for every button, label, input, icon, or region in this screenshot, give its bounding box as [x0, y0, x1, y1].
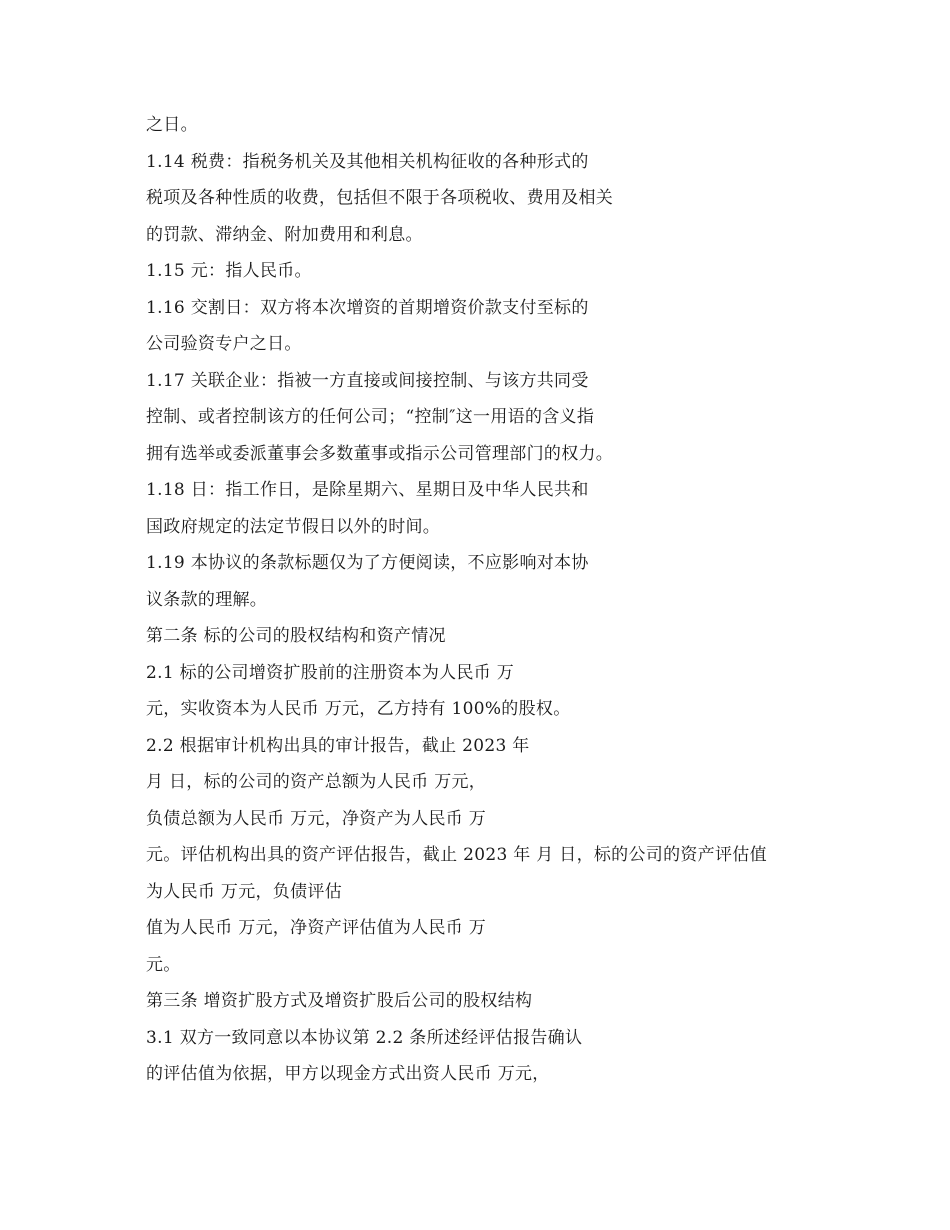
text-line: 之日。	[146, 115, 198, 135]
clause-1-16-line-1: 1.16 交割日：双方将本次增资的首期增资价款支付至标的	[146, 297, 589, 318]
clause-1-18-line-1: 1.18 日：指工作日，是除星期六、星期日及中华人民共和	[146, 480, 589, 500]
clause-1-17-line-3: 拥有选举或委派董事会多数董事或指示公司管理部门的权力。	[146, 443, 614, 464]
clause-2-2-line-4: 元。评估机构出具的资产评估报告，截止 2023 年 月 日，标的公司的资产评估值	[146, 845, 767, 865]
clause-1-16-line-2: 公司验资专户之日。	[146, 334, 302, 354]
clause-1-18-line-2: 国政府规定的法定节假日以外的时间。	[146, 516, 441, 537]
clause-1-17-line-1: 1.17 关联企业：指被一方直接或间接控制、与该方共同受	[146, 370, 589, 391]
article-3-heading: 第三条 增资扩股方式及增资扩股后公司的股权结构	[146, 991, 533, 1011]
document-body	[146, 115, 826, 1101]
clause-1-14-line-3: 的罚款、滞纳金、附加费用和利息。	[146, 224, 423, 245]
clause-2-2-line-7: 元。	[146, 954, 181, 975]
clause-1-14-line-2: 税项及各种性质的收费，包括但不限于各项税收、费用及相关	[146, 188, 614, 208]
clause-2-2-line-6: 值为人民币 万元，净资产评估值为人民币 万	[146, 918, 487, 938]
clause-3-1-line-2: 的评估值为依据，甲方以现金方式出资人民币 万元，	[146, 1064, 550, 1084]
clause-2-2-line-2: 月 日，标的公司的资产总额为人民币 万元，	[146, 772, 487, 792]
clause-2-2-line-1: 2.2 根据审计机构出具的审计报告，截止 2023 年	[146, 735, 530, 756]
clause-1-19-line-1: 1.19 本协议的条款标题仅为了方便阅读，不应影响对本协	[146, 553, 589, 573]
clause-1-15: 1.15 元：指人民币。	[146, 261, 312, 281]
clause-1-14-line-1: 1.14 税费：指税务机关及其他相关机构征收的各种形式的	[146, 151, 589, 172]
clause-1-19-line-2: 议条款的理解。	[146, 589, 268, 610]
clause-1-17-line-2: 控制、或者控制该方的任何公司；“控制″这一用语的含义指	[146, 407, 595, 427]
article-2-heading: 第二条 标的公司的股权结构和资产情况	[146, 626, 446, 646]
clause-2-1-line-1: 2.1 标的公司增资扩股前的注册资本为人民币 万	[146, 662, 515, 683]
clause-3-1-line-1: 3.1 双方一致同意以本协议第 2.2 条所述经评估报告确认	[146, 1027, 583, 1048]
clause-2-1-line-2: 元，实收资本为人民币 万元，乙方持有 100%的股权。	[146, 699, 571, 719]
clause-2-2-line-3: 负债总额为人民币 万元，净资产为人民币 万	[146, 808, 487, 829]
clause-2-2-line-5: 为人民币 万元，负债评估	[146, 881, 343, 902]
